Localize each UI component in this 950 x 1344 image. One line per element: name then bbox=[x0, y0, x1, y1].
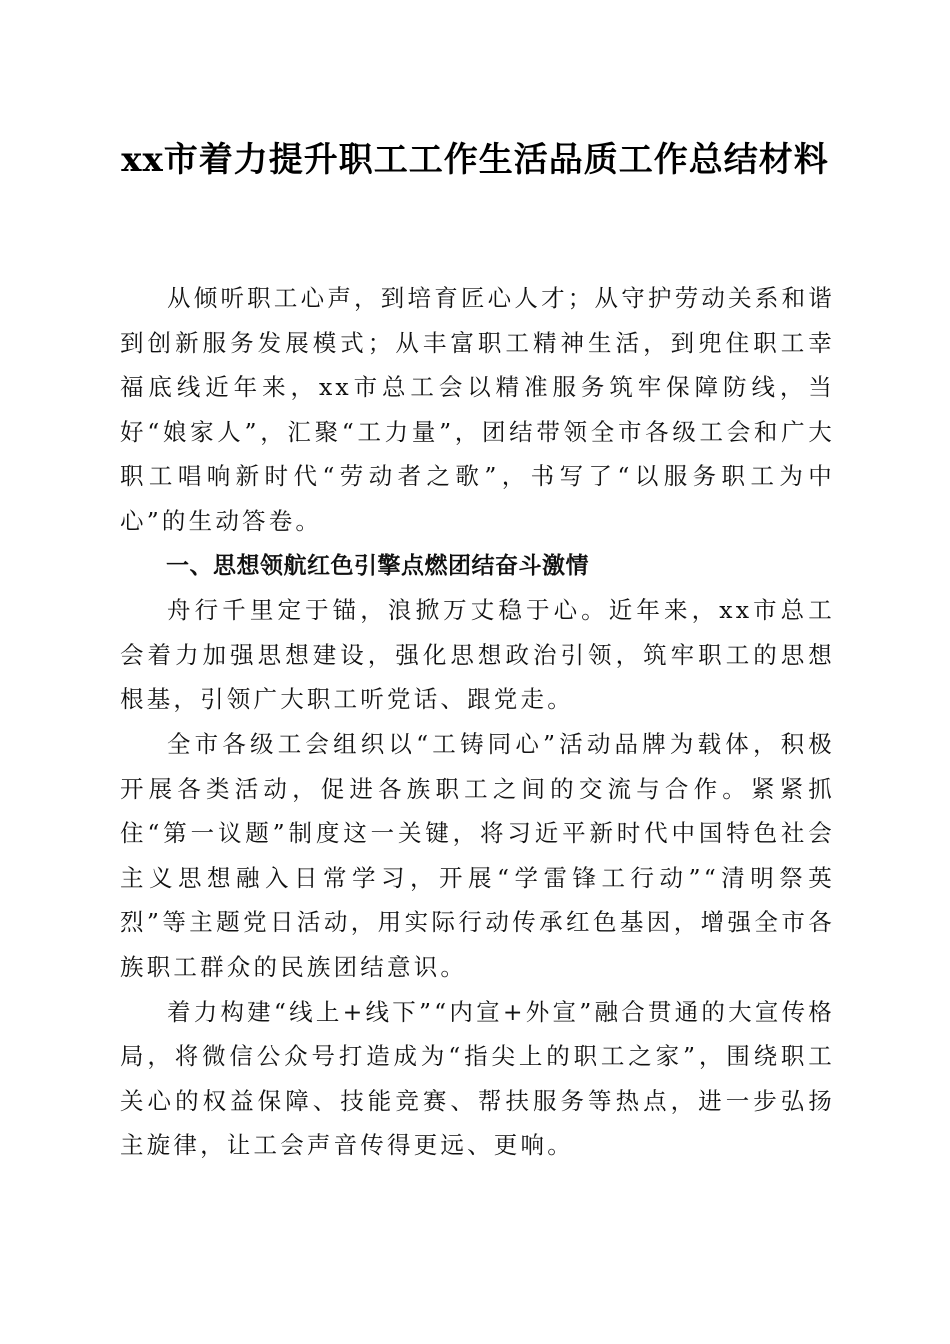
document-body bbox=[120, 276, 835, 1168]
document-title: xx市着力提升职工工作生活品质工作总结材料 bbox=[121, 140, 829, 180]
body-paragraph: 舟行千里定于锚，浪掀万丈稳于心。近年来，xx市总工会着力加强思想建设，强化思想政治引领，筑牢职工的思想根基，引领广大职工听党话、跟党走。 bbox=[120, 596, 835, 714]
body-paragraph: 全市各级工会组织以“工铸同心”活动品牌为载体，积极开展各类活动，促进各族职工之间的交流与合作。紧紧抓住“第一议题”制度这一关键，将习近平新时代中国特色社会主义思想融入日常学习，开展“学雷锋工行动”“清明祭英烈”等主题党日活动，用实际行动传承红色基因，增强全市各族职工群众的民族团结意识。 bbox=[120, 729, 835, 981]
body-paragraph: 着力构建“线上+线下”“内宣+外宣”融合贯通的大宣传格局，将微信公众号打造成为“指尖上的职工之家”，围绕职工关心的权益保障、技能竞赛、帮扶服务等热点，进一步弘扬主旋律，让工会声音传得更远、更响。 bbox=[120, 997, 835, 1160]
section-heading-1: 一、思想领航红色引擎点燃团结奋斗激情 bbox=[166, 552, 589, 579]
intro-paragraph: 从倾听职工心声，到培育匠心人才；从守护劳动关系和谐到创新服务发展模式；从丰富职工精神生活，到兜住职工幸福底线近年来，xx市总工会以精准服务筑牢保障防线，当好“娘家人”，汇聚“工力量”，团结带领全市各级工会和广大职工唱响新时代“劳动者之歌”，书写了“以服务职工为中心”的生动答卷。 bbox=[120, 284, 835, 535]
